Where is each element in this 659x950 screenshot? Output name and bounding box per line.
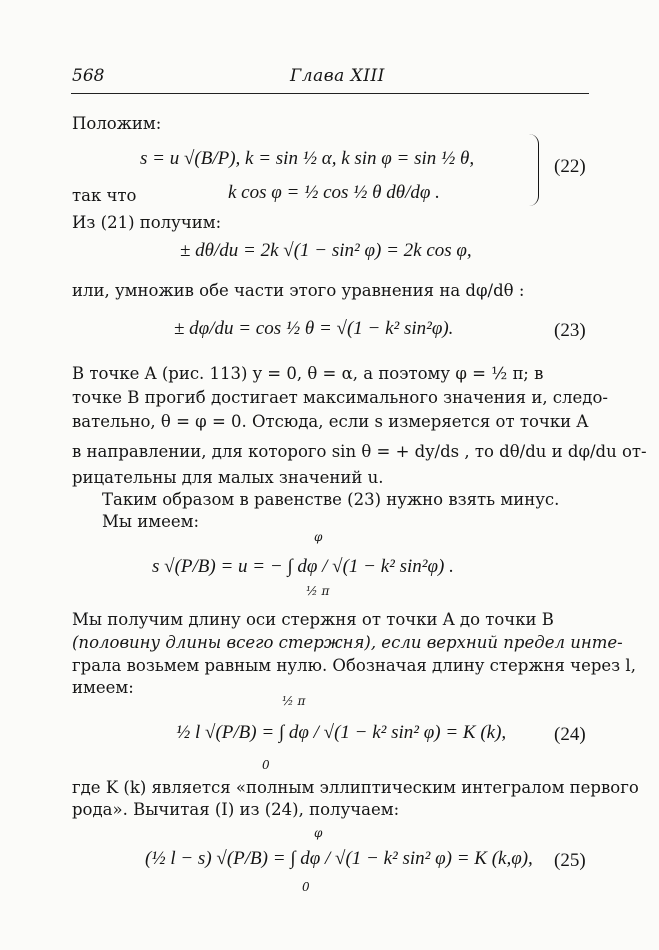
paragraph-text: рицательны для малых значений u. (72, 468, 384, 487)
paragraph-text: в направлении, для которого sin θ = + dy/ds , то dθ/du и dφ/du от- (72, 442, 647, 461)
paragraph-text: Таким образом в равенстве (23) нужно взять минус. (102, 490, 560, 509)
equation-22-line1: s = u √(B/P), k = sin ½ α, k sin φ = sin ½ θ, (140, 148, 475, 169)
paragraph-text: так что (72, 186, 137, 205)
paragraph-text: имеем: (72, 678, 134, 697)
equation-number: (24) (554, 724, 586, 745)
equation-21: ± dθ/du = 2k √(1 − sin² φ) = 2k cos φ, (180, 240, 472, 261)
page-number: 568 (72, 66, 105, 86)
paragraph-text: Мы получим длину оси стержня от точки A до точки B (72, 610, 554, 629)
equation-brace (528, 134, 539, 206)
paragraph-text: где K (k) является «полным эллиптическим интегралом первого (72, 778, 639, 797)
header-rule (71, 93, 589, 94)
paragraph-text: Мы имеем: (102, 512, 200, 531)
paragraph-text: (половину длины всего стержня), если верхний предел инте- (72, 633, 623, 652)
paragraph-text: или, умножив обе части этого уравнения на dφ/dθ : (72, 281, 525, 300)
paragraph-text: Положим: (72, 114, 162, 133)
equation-number: (22) (554, 156, 586, 177)
paragraph-text: грала возьмем равным нулю. Обозначая длину стержня через l, (72, 656, 636, 675)
equation-number: (23) (554, 320, 586, 341)
equation-25: (½ l − s) √(P/B) = ∫ dφ / √(1 − k² sin² φ) = K (k,φ), (145, 848, 533, 869)
paragraph-text: Из (21) получим: (72, 213, 222, 232)
chapter-title: Глава XIII (290, 66, 385, 86)
integral-upper-limit: φ (314, 530, 323, 544)
integral-lower-limit: ½ π (306, 584, 330, 598)
integral-upper-limit: φ (314, 826, 323, 840)
integral-lower-limit: 0 (302, 880, 310, 894)
equation-s: s √(P/B) = u = − ∫ dφ / √(1 − k² sin²φ) . (152, 556, 454, 577)
paragraph-text: рода». Вычитая (I) из (24), получаем: (72, 800, 400, 819)
equation-23: ± dφ/du = cos ½ θ = √(1 − k² sin²φ). (174, 318, 454, 339)
integral-upper-limit: ½ π (282, 694, 306, 708)
paragraph-text: В точке A (рис. 113) y = 0, θ = α, а поэтому φ = ½ π; в (72, 364, 544, 383)
paragraph-text: вательно, θ = φ = 0. Отсюда, если s измеряется от точки A (72, 412, 589, 431)
equation-22-line2: k cos φ = ½ cos ½ θ dθ/dφ . (228, 182, 440, 203)
equation-24: ½ l √(P/B) = ∫ dφ / √(1 − k² sin² φ) = K (k), (176, 722, 507, 743)
paragraph-text: точке B прогиб достигает максимального значения и, следо- (72, 388, 608, 407)
integral-lower-limit: 0 (262, 758, 270, 772)
equation-number: (25) (554, 850, 586, 871)
